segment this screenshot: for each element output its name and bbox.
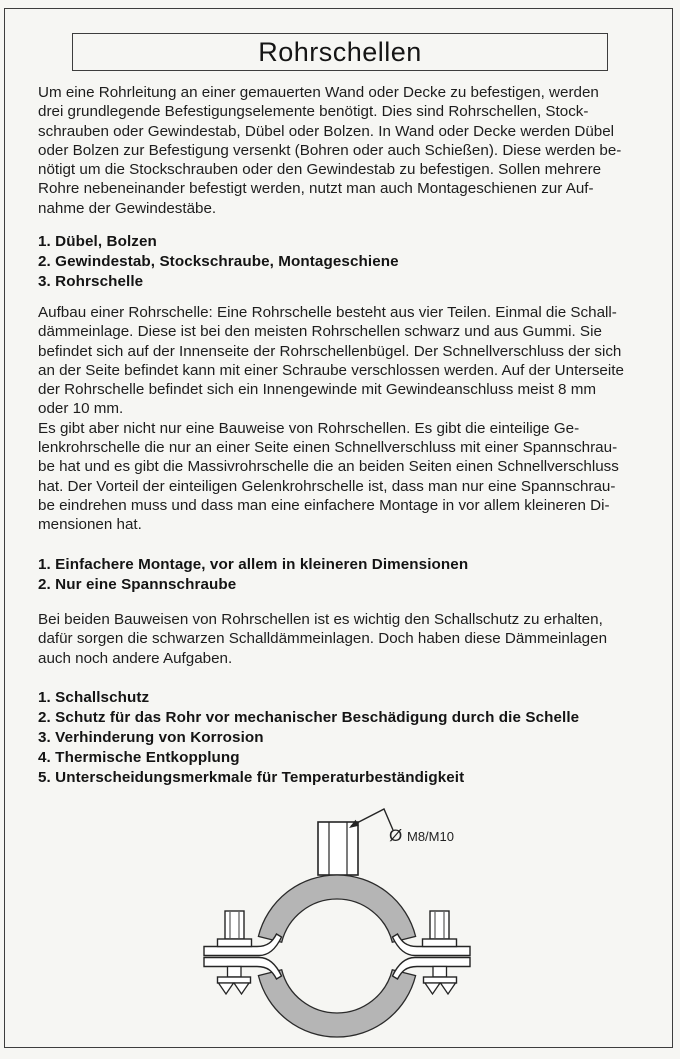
- text-line: der Rohrschelle befindet sich ein Innengewinde mit Gewindeanschluss meist 8 mm: [38, 381, 596, 399]
- threaded-socket-icon: [318, 822, 358, 875]
- text-line: drei grundlegende Befestigungselemente benötigt. Dies sind Rohrschellen, Stock-: [38, 103, 589, 121]
- insulation-ring-top: [258, 875, 415, 942]
- list-item: 5. Unterscheidungsmerkmale für Temperaturbeständigkeit: [38, 769, 465, 786]
- text-line: nahme der Gewindestäbe.: [38, 199, 217, 217]
- text-line: nötigt um die Stockschrauben oder den Gewindestab zu befestigen. Sollen mehrere: [38, 161, 602, 179]
- list-item: 3. Verhinderung von Korrosion: [38, 729, 264, 746]
- thread-size-label: M8/M10: [407, 829, 454, 844]
- list-item: 3. Rohrschelle: [38, 273, 144, 290]
- text-line: mensionen hat.: [38, 516, 142, 534]
- text-line: an der Seite befindet kann mit einer Schraube verschlossen werden. Auf der Unterseite: [38, 361, 624, 379]
- text-line: Um eine Rohrleitung an einer gemauerten Wand oder Decke zu befestigen, werden: [38, 84, 599, 101]
- list-fastening-elements: [38, 232, 650, 292]
- text-line: be eindrehen muss und dass man eine einfachere Montage in vor allem kleineren Di-: [38, 496, 610, 514]
- page-title: Rohrschellen: [258, 36, 422, 67]
- list-item: 2. Schutz für das Rohr vor mechanischer Beschädigung durch die Schelle: [38, 709, 580, 726]
- text-line: schrauben oder Gewindestab, Dübel oder Bolzen. In Wand oder Decke werden Dübel: [38, 122, 615, 140]
- text-line: oder Bolzen zur Befestigung versenkt (Bohren oder auch Schießen). Diese werden be-: [38, 141, 622, 159]
- list-advantages: [38, 555, 650, 595]
- text-line: befindet sich auf der Innenseite der Rohrschellenbügel. Der Schnellverschluss der sich: [38, 342, 622, 360]
- list-item: 1. Einfachere Montage, vor allem in kleineren Dimensionen: [38, 556, 469, 573]
- list-item: 4. Thermische Entkopplung: [38, 749, 240, 766]
- diameter-symbol: Ø: [389, 826, 403, 845]
- list-item: 2. Nur eine Spannschraube: [38, 576, 237, 593]
- text-line: lenkrohrschelle die nur an einer Seite einen Schnellverschluss mit einer Spannschrau-: [38, 439, 618, 457]
- list-item: 1. Dübel, Bolzen: [38, 233, 157, 250]
- paragraph-intro: [38, 83, 650, 218]
- insulation-ring-bottom: [258, 970, 415, 1037]
- list-item: 2. Gewindestab, Stockschraube, Montageschiene: [38, 253, 399, 270]
- text-line: Aufbau einer Rohrschelle: Eine Rohrschelle besteht aus vier Teilen. Einmal die Schall-: [38, 304, 617, 321]
- text-line: be hat und es gibt die Massivrohrschelle die an beiden Seiten einen Schnellverschluss: [38, 458, 619, 476]
- text-line: dämmeinlage. Diese ist bei den meisten Rohrschellen schwarz und aus Gummi. Sie: [38, 323, 602, 341]
- text-line: hat. Der Vorteil der einteiligen Gelenkrohrschelle ist, dass man nur eine Spannschrau-: [38, 477, 616, 495]
- text-line: oder 10 mm.: [38, 400, 124, 418]
- text-line: dafür sorgen die schwarzen Schalldämmeinlagen. Doch haben diese Dämmeinlagen: [38, 630, 608, 648]
- title-box: [72, 33, 608, 71]
- pipe-clamp-diagram: [185, 800, 495, 1048]
- text-line: Rohre nebeneinander befestigt werden, nutzt man auch Montageschienen zur Auf-: [38, 180, 594, 198]
- list-item: 1. Schallschutz: [38, 689, 150, 706]
- list-insert-functions: [38, 688, 650, 788]
- text-line: Es gibt aber nicht nur eine Bauweise von Rohrschellen. Es gibt die einteilige Ge-: [38, 419, 580, 437]
- paragraph-structure: [38, 303, 650, 535]
- text-line: Bei beiden Bauweisen von Rohrschellen ist es wichtig den Schallschutz zu erhalten,: [38, 611, 603, 628]
- paragraph-soundproofing: [38, 610, 650, 668]
- text-line: auch noch andere Aufgaben.: [38, 649, 233, 667]
